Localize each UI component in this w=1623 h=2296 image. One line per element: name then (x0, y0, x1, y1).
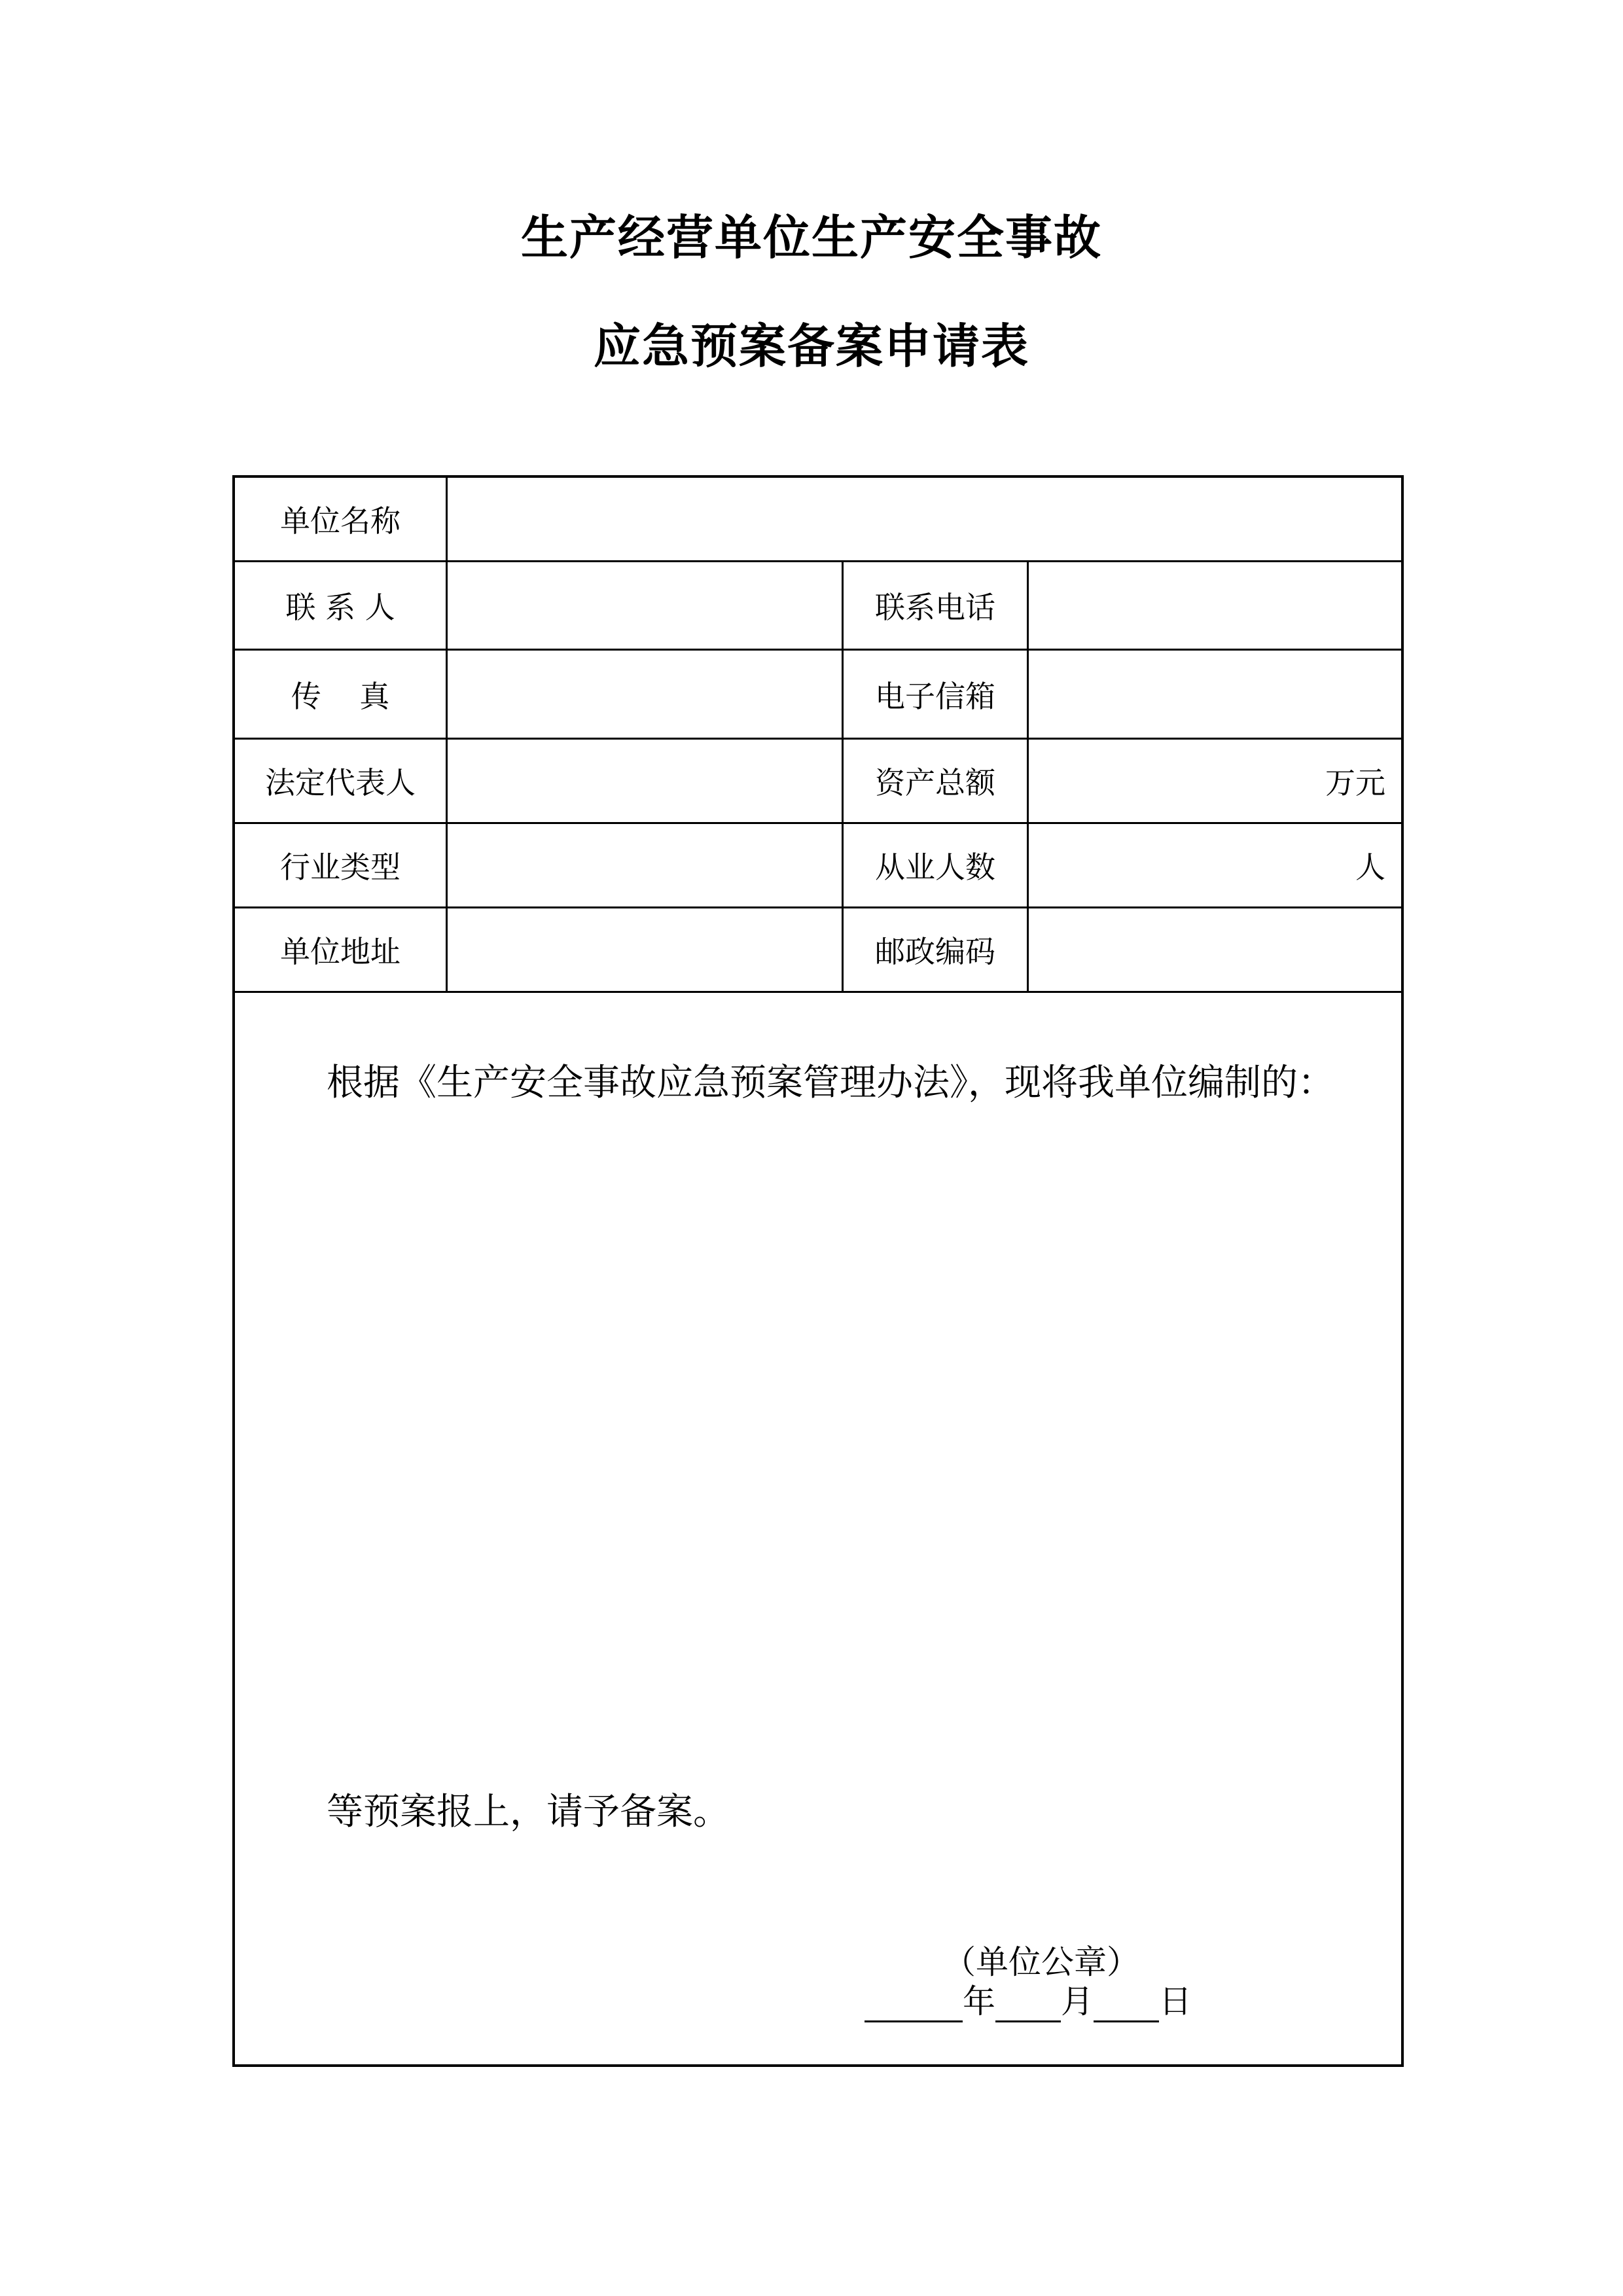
day-label: 日 (1159, 1982, 1192, 2020)
date-line (865, 1975, 1192, 2022)
row-divider (235, 991, 1401, 993)
month-label: 月 (1061, 1982, 1094, 2020)
postal-code-field[interactable] (1029, 908, 1401, 991)
unit-seal-label: （单位公章） (943, 1943, 1139, 1981)
contact-phone-field[interactable] (1029, 562, 1401, 649)
total-assets-label: 资产总额 (875, 765, 995, 800)
contact-phone-label: 联系电话 (875, 590, 995, 625)
year-blank[interactable] (865, 1985, 963, 2022)
contact-person-field[interactable] (448, 562, 842, 649)
unit-name-field[interactable] (448, 478, 1401, 560)
legal-representative-label: 法定代表人 (265, 765, 416, 800)
form-title-line-2: 应急预案备案申请表 (593, 319, 1029, 374)
unit-name-label: 单位名称 (280, 503, 401, 539)
plan-list-area[interactable] (327, 1119, 1308, 1748)
year-label: 年 (963, 1982, 995, 2020)
industry-type-label: 行业类型 (280, 850, 401, 885)
email-field[interactable] (1029, 651, 1401, 738)
contact-person-label: 联 系 人 (285, 590, 395, 625)
total-assets-unit: 万元 (1325, 765, 1385, 800)
application-form-table (232, 475, 1404, 2067)
employee-count-unit: 人 (1355, 850, 1385, 885)
legal-representative-field[interactable] (448, 740, 842, 822)
fax-label: 传 真 (291, 678, 390, 714)
day-blank[interactable] (1094, 1985, 1159, 2022)
email-label: 电子信箱 (875, 678, 995, 714)
intro-statement: 根据《生产安全事故应急预案管理办法》，现将我单位编制的： (327, 1062, 1334, 1104)
month-blank[interactable] (995, 1985, 1061, 2022)
employee-count-label: 从业人数 (875, 850, 995, 885)
unit-address-label: 单位地址 (280, 934, 401, 969)
fax-field[interactable] (448, 651, 842, 738)
employee-count-field[interactable] (1029, 824, 1401, 906)
industry-type-field[interactable] (448, 824, 842, 906)
unit-address-field[interactable] (448, 908, 842, 991)
total-assets-field[interactable] (1029, 740, 1401, 822)
form-title-line-1: 生产经营单位生产安全事故 (520, 210, 1102, 265)
postal-code-label: 邮政编码 (875, 934, 995, 969)
closing-statement: 等预案报上，请予备案。 (327, 1791, 730, 1833)
